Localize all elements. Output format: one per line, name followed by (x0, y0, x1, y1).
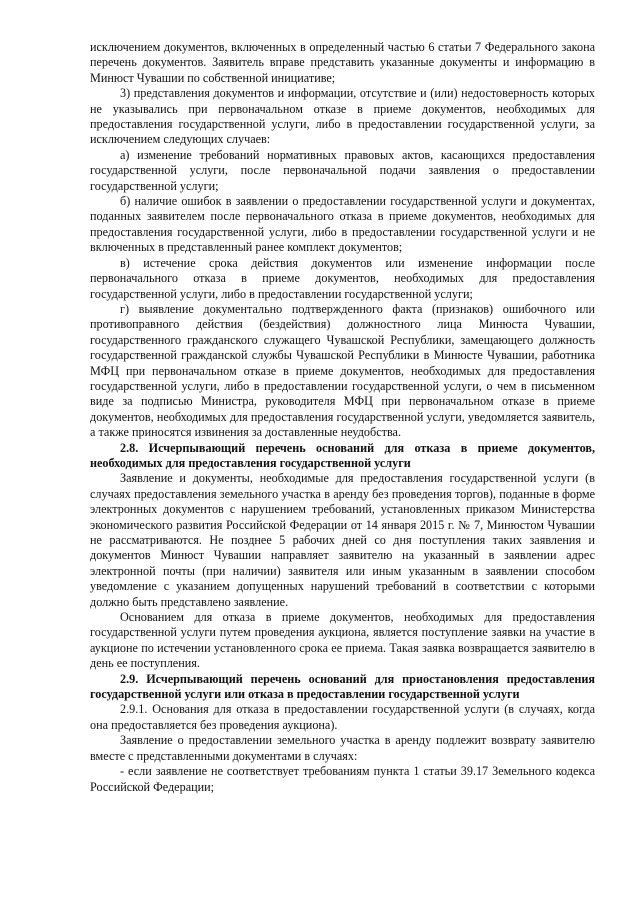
document-body (90, 40, 595, 795)
section-heading-2-8: 2.8. Исчерпывающий перечень оснований для отказа в приеме документов, необходимых для предоставления государственной услуги (90, 440, 595, 470)
section-heading-2-9: 2.9. Исчерпывающий перечень оснований для приостановления предоставления государственной услуги или отказа в предоставлении государственной услуги (90, 671, 595, 702)
paragraph-subitem-g: г) выявление документально подтвержденного факта (признаков) ошибочного или противоправного действия (бездействия) должностного лица Минюста Чувашии, государственного гражданского служащего Чувашской Республики, замещающего должность государственной гражданской службы Чувашской Республики в Минюсте Чувашии, работника МФЦ при первоначальном отказе в приеме документов, необходимых для предоставления государственной услуги, либо в предоставлении государственной услуги, о чем в письменном виде за подписью Министра, руководителя МФЦ при первоначальном отказе в приеме документов, необходимых для предоставления государственной услуги, уведомляется заявитель, а также приносятся извинения за доставленные неудобства. (90, 301, 595, 440)
paragraph-subitem-v: в) истечение срока действия документов или изменение информации после первоначального отказа в приеме документов, необходимых для предоставления государственной услуги, либо в предоставлении государственной услуги; (90, 255, 595, 301)
paragraph-return-cases: Заявление о предоставлении земельного участка в аренду подлежит возврату заявителю вместе с представленными документами в случаях: (90, 733, 595, 763)
paragraph-auction-refusal: Основанием для отказа в приеме документов, необходимых для предоставления государственной услуги путем проведения аукциона, является поступление заявки на участие в аукционе по истечении установленного срока ее приема. Такая заявка возвращается заявителю в день ее поступления. (90, 610, 595, 671)
paragraph-2-9-1: 2.9.1. Основания для отказа в предоставлении государственной услуги (в случаях, когда она предоставляется без проведения аукциона). (90, 702, 595, 732)
paragraph-subitem-a: а) изменение требований нормативных правовых актов, касающихся предоставления государственной услуги, после первоначальной подачи заявления о предоставлении государственной услуги; (90, 147, 595, 193)
paragraph-subitem-b: б) наличие ошибок в заявлении о предоставлении государственной услуги и документах, поданных заявителем после первоначального отказа в приеме документов, необходимых для предоставления государственной услуги, либо в предоставлении государственной услуги и не включенных в представленный ранее комплект документов; (90, 194, 595, 255)
list-item-land-code: - если заявление не соответствует требованиям пункта 1 статьи 39.17 Земельного кодекса Российской Федерации; (90, 764, 595, 794)
paragraph-electronic-docs: Заявление и документы, необходимые для предоставления государственной услуги (в случаях предоставления земельного участка в аренду без проведения торгов), поданные в форме электронных документов с нарушением требований, установленных приказом Министерства экономического развития Российской Федерации от 14 января 2015 г. № 7, Минюстом Чувашии не рассматриваются. Не позднее 5 рабочих дней со дня поступления таких заявления и документов Минюст Чувашии направляет заявителю на указанный в заявлении адрес электронной почты (при наличии) заявителя или иным указанным в заявлении способом уведомление с указанием допущенных нарушений требований в соответствии с которыми должно быть представлено заявление. (90, 471, 595, 609)
paragraph-continuation: исключением документов, включенных в определенный частью 6 статьи 7 Федерального закона перечень документов. Заявитель вправе представить указанные документы и информацию в Минюст Чувашии по собственной инициативе; (90, 40, 595, 85)
paragraph-item-3: 3) представления документов и информации, отсутствие и (или) недостоверность которых не указывались при первоначальном отказе в приеме документов, необходимых для предоставления государственной услуги, либо в предоставлении государственной услуги, за исключением следующих случаев: (90, 86, 595, 147)
